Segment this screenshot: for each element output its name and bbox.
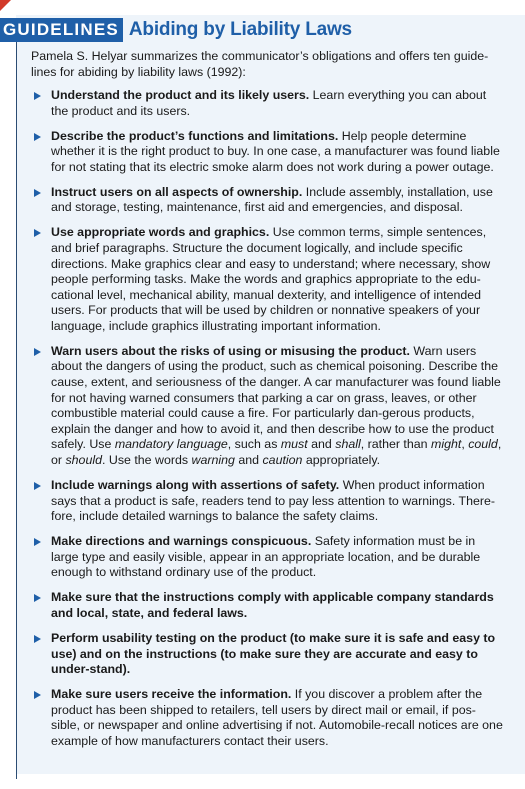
guideline-item: [31, 534, 503, 581]
guideline-item: [31, 225, 503, 334]
emphasis-term: warning: [191, 453, 235, 468]
emphasis-term: must: [280, 437, 308, 452]
arrow-bullet-icon: [34, 482, 41, 490]
emphasis-term: caution: [262, 453, 303, 468]
guideline-text: Warn users about the dangers of using the product, such as chemical poisoning. Describe the cause, extent, and seriousness of the danger. A car manufacturer was found liable for not having warned consumers that parking a car on grass, leaves, or other combustible material could cause a fire. For particularly dan-gerous products, explain the danger and how to avoid it, and then describe how to use the product safely. Use: [51, 343, 501, 452]
guideline-item: [31, 129, 503, 176]
guideline-text: Learn everything you can about the product and its users.: [51, 88, 487, 118]
guideline-item: [31, 185, 503, 216]
guideline-item: [31, 687, 503, 749]
guideline-text: , or: [51, 437, 502, 468]
guideline-list: [31, 88, 503, 759]
guideline-text: ,: [461, 437, 469, 452]
guideline-text: Use common terms, simple sentences, and brief paragraphs. Structure the document logically, and include specific directions. Make graphics clear and easy to understand; where necessary, show people performing tasks. Make the words and graphics appropriate to the edu-cational level, mechanical ability, manual dexterity, and intelligence of intended users. For products that will be used by children or nonnative speakers of your language, include graphics illustrating important information.: [51, 225, 491, 333]
intro-paragraph: Pamela S. Helyar summarizes the communicator’s obligations and offers ten guide-lines for abiding by liability laws (1992):: [31, 49, 489, 79]
guideline-lead: Include warnings along with assertions of safety.: [51, 478, 340, 493]
arrow-bullet-icon: [34, 133, 41, 141]
page-title: Abiding by Liability Laws: [128, 19, 352, 40]
guideline-text: , rather than: [360, 437, 431, 452]
emphasis-term: could: [468, 437, 498, 452]
arrow-bullet-icon: [34, 348, 41, 356]
guidelines-tag: GUIDELINES: [0, 18, 123, 42]
guideline-lead: Understand the product and its likely users.: [51, 88, 310, 102]
emphasis-term: mandatory language: [114, 437, 228, 452]
arrow-bullet-icon: [34, 594, 41, 602]
guideline-lead: Describe the product’s functions and limitations.: [51, 128, 339, 143]
arrow-bullet-icon: [34, 691, 41, 699]
guideline-item: [31, 590, 503, 621]
guideline-item: [31, 344, 503, 469]
guideline-text: . Use the words: [101, 453, 192, 468]
emphasis-term: might: [431, 437, 462, 452]
arrow-bullet-icon: [34, 189, 41, 197]
guideline-text: Include assembly, installation, use and storage, testing, maintenance, first aid and emergencies, and disposal.: [51, 184, 493, 215]
guideline-text: If you discover a problem after the product has been shipped to retailers, tell users by direct mail or email, if pos-sible, or newspaper and online advertising if not. Automobile-recall notices are one example of how manufacturers contact their users.: [51, 687, 503, 748]
panel-rule: [16, 20, 17, 779]
guideline-text: appropriately.: [302, 453, 381, 468]
emphasis-term: shall: [335, 437, 361, 452]
arrow-bullet-icon: [34, 538, 41, 546]
guideline-lead: Instruct users on all aspects of ownership.: [51, 184, 303, 199]
guideline-lead: Warn users about the risks of using or misusing the product.: [51, 343, 410, 358]
guideline-text: Safety information must be in large type and easily visible, appear in an appropriate location, and be durable enough to withstand ordinary use of the product.: [51, 534, 481, 580]
arrow-bullet-icon: [34, 635, 41, 643]
guideline-lead: Make sure that the instructions comply with applicable company standards and local, state, and federal laws.: [51, 590, 494, 620]
guidelines-header: [0, 18, 525, 42]
guideline-lead: Make sure users receive the information.: [51, 687, 292, 702]
guideline-text: , such as: [227, 437, 281, 452]
guideline-text: and: [234, 453, 263, 468]
guideline-lead: Make directions and warnings conspicuous.: [51, 534, 312, 549]
guideline-item: [31, 631, 503, 678]
guideline-item: [31, 88, 503, 119]
guideline-text: and: [307, 437, 336, 452]
corner-mark: [0, 0, 11, 11]
guideline-item: [31, 478, 503, 525]
arrow-bullet-icon: [34, 92, 41, 100]
emphasis-term: should: [65, 453, 102, 468]
guideline-text: When product information says that a product is safe, readers tend to pay less attention to warnings. There-fore, include detailed warnings to balance the safety claims.: [51, 478, 496, 524]
guideline-lead: Use appropriate words and graphics.: [51, 225, 270, 240]
arrow-bullet-icon: [34, 229, 41, 237]
guideline-text: Help people determine whether it is the right product to buy. In one case, a manufacturer was found liable for not stating that its electric smoke alarm does not work during a power outage.: [51, 128, 500, 174]
guideline-lead: Perform usability testing on the product (to make sure it is safe and easy to use) and on the instructions (to make sure they are accurate and easy to under-stand).: [51, 630, 496, 677]
